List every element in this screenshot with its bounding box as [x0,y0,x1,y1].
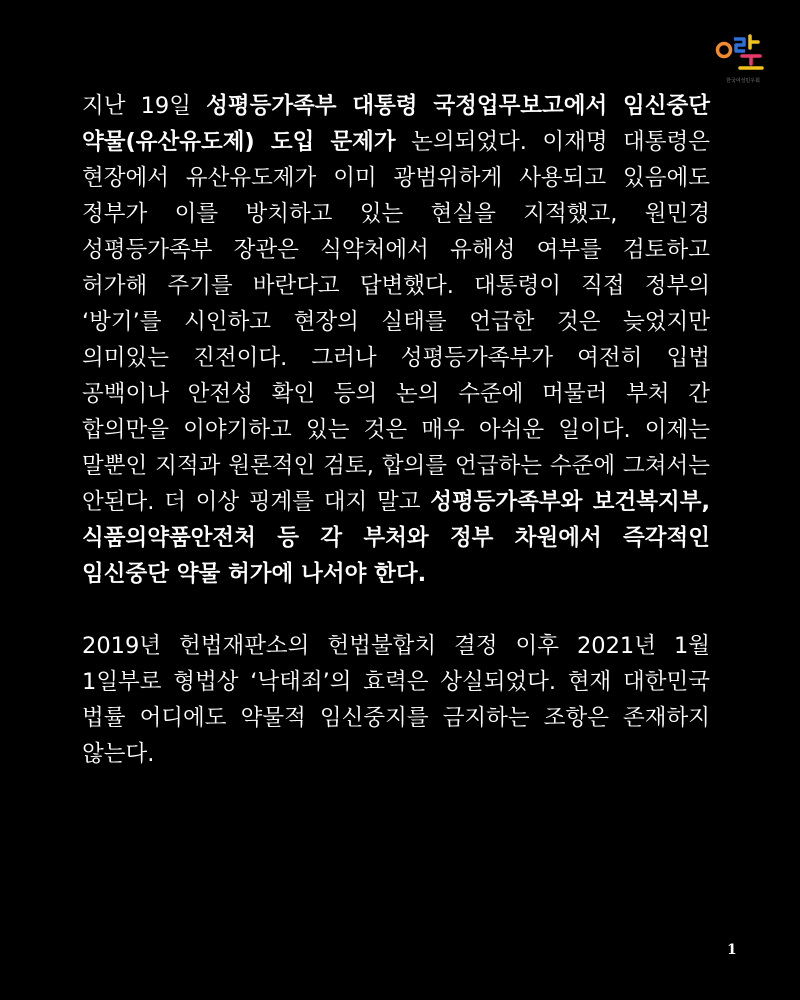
paragraph-2: 2019년 헌법재판소의 헌법불합치 결정 이후 2021년 1월 1일부로 형법상 ‘낙태죄’의 효력은 상실되었다. 현재 대한민국 법률 어디에도 약물적 임신중지를 금지하는 조항은 존재하지 않는다. [82,633,710,767]
logo-letter-l [750,36,758,48]
paragraph-1-body: 논의되었다. 이재명 대통령은 현장에서 유산유도제가 이미 광범위하게 사용되고 있음에도 정부가 이를 방치하고 있는 현실을 지적했고, 원민경 성평등가족부 장관은 식약처에서 유해성 여부를 검토하고 허가해 주기를 바란다고 답변했다. 대통령이 직접 정부의 ‘방기’를 시인하고 현장의 실태를 언급한 것은 늦었지만 의미있는 진전이다. 그러나 성평등가족부가 여전히 입법 공백이나 안전성 확인 등의 논의 수준에 머물러 부처 간 합의만을 이야기하고 있는 것은 매우 아쉬운 일이다. 이제는 말뿐인 지적과 원론적인 검토, 합의를 언급하는 수준에 그쳐서는 안된다. 더 이상 핑계를 대지 말고 [82,129,710,515]
logo-letter-o [718,44,731,57]
page-number: 1 [727,942,737,958]
logo-letter-s [734,39,745,51]
logo-caption: 한국여성민우회 [726,78,760,84]
article-body [82,88,710,808]
paragraph-1-emphasis-1: 성평등가족부 대통령 국정업무보고에서 임신중단 약물(유산유도제) 도입 문제가 [82,93,710,155]
organization-logo-icon [712,30,772,76]
logo-bar [742,56,760,64]
paragraph-1 [82,88,710,592]
paragraph-1-intro: 지난 19일 [82,93,207,119]
paragraph-1-emphasis-2: 성평등가족부와 보건복지부, 식품의약품안전처 등 각 부처와 정부 차원에서 즉각적인 임신중단 약물 허가에 나서야 한다. [82,489,711,587]
